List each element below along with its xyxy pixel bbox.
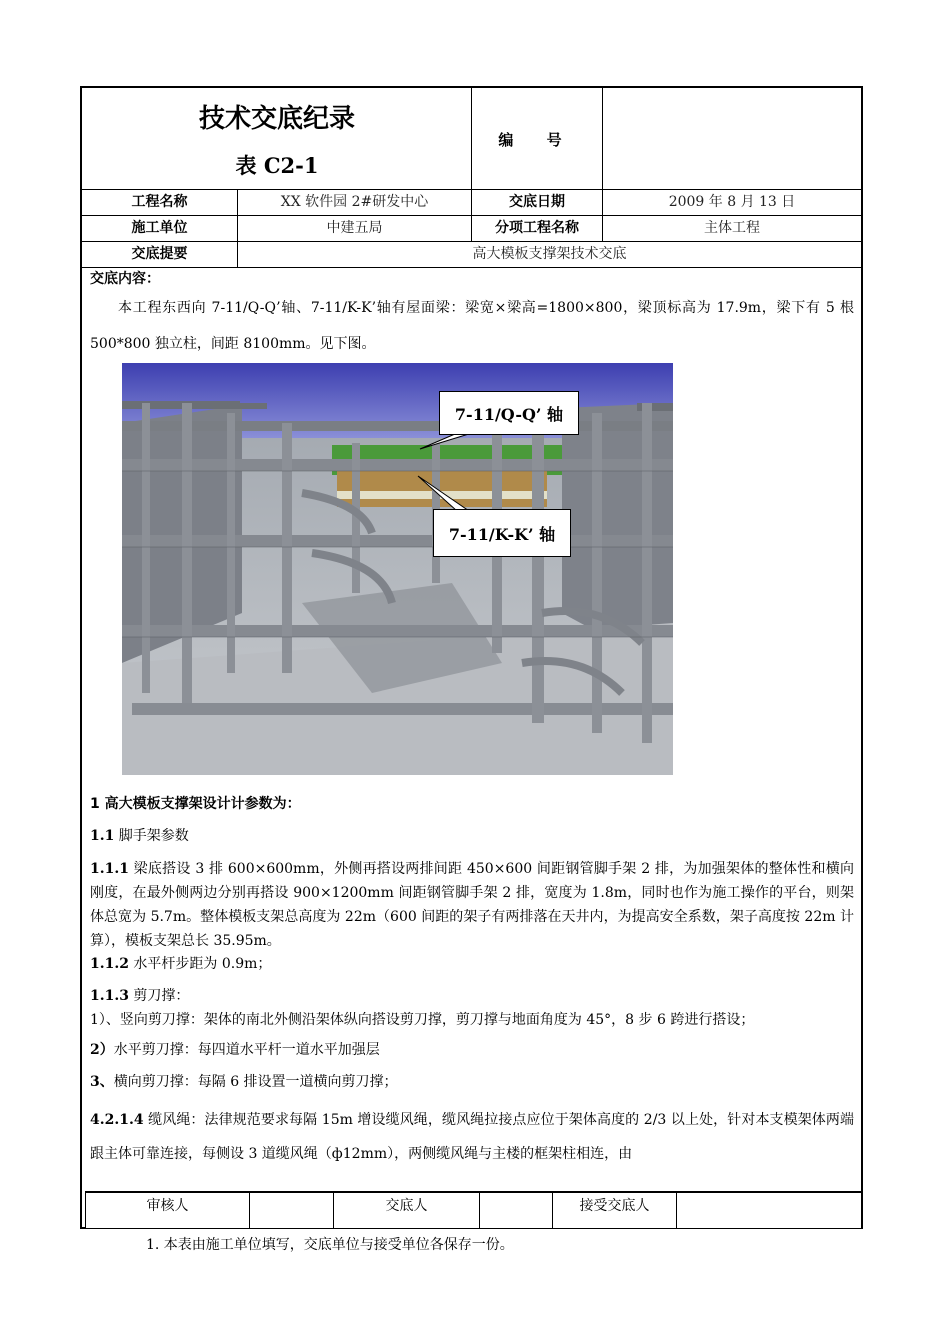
summary-label: 交底提要 xyxy=(82,242,238,267)
info-row-project xyxy=(82,190,861,216)
form-title: 技术交底纪录 xyxy=(198,104,355,134)
sub-project-label: 分项工程名称 xyxy=(472,216,603,241)
number-value xyxy=(603,88,861,190)
section-1-1-2-number: 1.1.2 xyxy=(90,956,129,972)
callout-kk-axis: 7-11/K-K’ 轴 xyxy=(433,509,571,557)
section-1-1-1 xyxy=(90,857,854,953)
horizontal-brace-item xyxy=(90,1039,854,1061)
form-header xyxy=(82,88,861,190)
section-4-2-1-4-number: 4.2.1.4 xyxy=(90,1112,144,1128)
section-1-1-1-text: 梁底搭设 3 排 600×600mm，外侧再搭设两排间距 450×600 间距钢管脚手架 2 排，为加强架体的整体性和横向刚度，在最外侧两边分别再搭设 900×1200mm 间距钢管脚手架 2 排，宽度为 1.8m，同时也作为施工操作的平台，则架体总宽为 5.7m。整体模板支架总高度为 22m（600 间距的架子有两排落在天井内，为提高安全系数，架子高度按 22m 计算），模板支架总长 35.95m。 xyxy=(90,861,854,949)
section-1-1-2-text: 水平杆步距为 0.9m； xyxy=(128,956,272,972)
project-name-label: 工程名称 xyxy=(82,190,238,215)
record-form xyxy=(80,86,863,1229)
form-code: 表 C2-1 xyxy=(235,153,319,178)
section-1-1-3 xyxy=(90,985,854,1007)
section-1-1-1-number: 1.1.1 xyxy=(90,861,129,877)
section-1-1-2 xyxy=(90,953,854,975)
vertical-brace-item: 1）、竖向剪刀撑：架体的南北外侧沿架体纵向搭设剪刀撑，剪刀撑与地面角度为 45°，8 步 6 跨进行搭设； xyxy=(90,1012,755,1028)
transverse-brace-item xyxy=(90,1071,854,1093)
site-rendering-image xyxy=(122,363,673,775)
discloser-label: 交底人 xyxy=(334,1193,480,1229)
discloser-signature-field[interactable] xyxy=(480,1193,553,1229)
design-params xyxy=(90,793,854,1171)
contractor-value: 中建五局 xyxy=(238,216,472,241)
section-4-2-1-4 xyxy=(90,1103,854,1171)
receiver-signature-field[interactable] xyxy=(677,1193,861,1229)
reviewer-signature-field[interactable] xyxy=(250,1193,334,1229)
disclosure-date-value: 2009 年 8 月 13 日 xyxy=(668,194,796,210)
section-1-1-number: 1.1 xyxy=(90,828,115,844)
section1-title: 1 高大模板支撑架设计计参数为： xyxy=(90,796,301,812)
section-4-2-1-4-text: 缆风绳：法律规范要求每隔 15m 增设缆风绳，缆风绳拉接点应位于架体高度的 2/3 以上处，针对本支模架体两端跟主体可靠连接，每侧设 3 道缆风绳（ф12mm），两侧缆风绳与主楼的框架柱相连，由 xyxy=(90,1112,854,1162)
section-1-1-3-text: 剪刀撑： xyxy=(128,988,190,1004)
transverse-brace-text: 横向剪刀撑：每隔 6 排设置一道横向剪刀撑； xyxy=(113,1074,398,1090)
section-1-1-text: 脚手架参数 xyxy=(114,828,189,844)
number-label: 编 号 xyxy=(472,88,603,190)
signature-row xyxy=(85,1191,862,1229)
section-1-1 xyxy=(90,825,854,847)
intro-paragraph: 本工程东西向 7-11/Q-Q’轴、7-11/K-K’轴有屋面梁：梁宽×梁高=1800×800，梁顶标高为 17.9m，梁下有 5 根 500*800 独立柱，间距 8100mm。见下图。 xyxy=(90,300,854,352)
disclosure-content xyxy=(90,268,854,362)
project-name-value: XX 软件园 2#研发中心 xyxy=(238,190,472,215)
info-row-summary xyxy=(82,242,861,268)
section-1-1-3-number: 1.1.3 xyxy=(90,988,129,1004)
summary-value: 高大模板支撑架技术交底 xyxy=(472,246,627,262)
receiver-label: 接受交底人 xyxy=(553,1193,677,1229)
content-heading: 交底内容： xyxy=(90,271,160,287)
disclosure-date-label: 交底日期 xyxy=(472,190,603,215)
horizontal-brace-text: 水平剪刀撑：每四道水平杆一道水平加强层 xyxy=(113,1042,380,1058)
callout-pointers xyxy=(122,363,673,775)
contractor-label: 施工单位 xyxy=(82,216,238,241)
callout-qq-axis: 7-11/Q-Q’ 轴 xyxy=(439,391,579,435)
reviewer-label: 审核人 xyxy=(86,1193,250,1229)
transverse-brace-number: 3、 xyxy=(90,1074,114,1090)
info-row-contractor xyxy=(82,216,861,242)
title-block xyxy=(82,88,472,190)
horizontal-brace-number: 2） xyxy=(90,1042,114,1058)
sub-project-value: 主体工程 xyxy=(704,220,760,236)
footnote: 1. 本表由施工单位填写，交底单位与接受单位各保存一份。 xyxy=(146,1237,514,1253)
